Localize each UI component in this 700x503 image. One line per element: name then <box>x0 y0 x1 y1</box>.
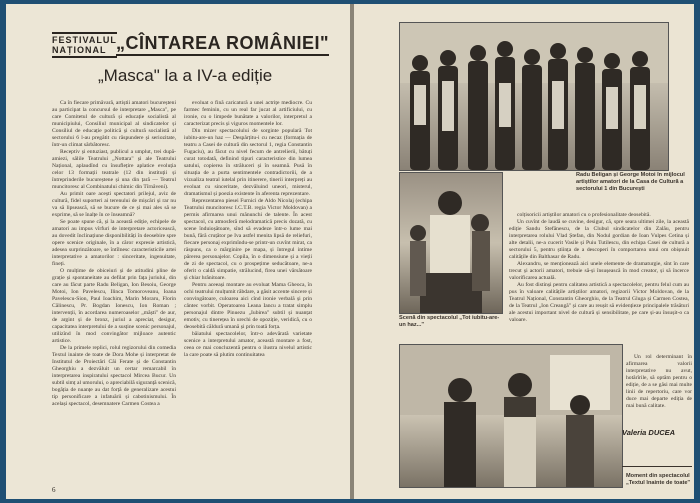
text-column-2 <box>184 100 312 470</box>
paragraph: Din mizer spectacolului de sorginte populară Tot iubitu-are-un haz — Despărțitu-i cu necaz (formația de teatru a Casei de cultură din sectorul 1, regia Constantin Fugaciu), au făcut cu nivel fecum de antrelierii, bătuți curat totodată, definind tipuri caracteristice din lumea satului, copierea în străluceri și în seamnă. Pusă în situația de a purta sentimentele contradictoriii, de a vizualiza teatral iutelal prin itinerere, tinerii interpreți au evoluat cu sinceritate, dezvăluind uneori, misterul, dramatismul și poezia existente în aferenta reprezentare. <box>184 128 312 197</box>
paragraph: evoluat o fină caricatură a unei actrițe mediocre. Cu farmec feminin, cu un real far jucat al artificiului, cu ironie, cu o limpede bunătate a valorilor, interpretul a caracterizat precis și viguros momentele lor. <box>184 100 312 127</box>
paragraph: Pentru aceeași montare au evoluat Mama Gheoca, în ochi teatrului mulțumit răbdare, a găsit accente sincere și convingătoare, culoarea aici cînd ironie verbală și prin cântec vorbit. Operatoarea Leana Iancu a tratat simplu personajul dintre Pinuezu „Iubirea" subtil și nuanțat emotiv, cu tinerețea în urechi de opoziție, veridică, cu o deosebită căldură umană și prin toată forța. <box>184 282 312 330</box>
paragraph: Ca în fiecare primăvară, artiștii amatori bucureșteni au participat la concursul de interpretare „Masca", pe care Comitetul de cultură și educație socialistă al municipiului, Consiliul municipal al sindicatelor și Consiliul de educație politică și cultură socialistă al sectorului 6 l-au pregătit cu răspundere și seriozitate, într-un climat sărbătoresc. <box>52 100 176 148</box>
paragraph: Se poate spune că, și la această ediție, echipele de amatori au impus vîrfuri de interpretare actoricească, au dovedit înclinațiune disponibilități în deosebire spre opere scenice originale, în a căror expresie artistică, adesea surprinzătoare, se întîlnesc caracteristicile artei interpretative a amatorilor : sinceritate, ingenuitate, fineți. <box>52 219 176 267</box>
paragraph: Reprezentarea piesei Furnici de Aldo Nicolaj (echipa Teatrului muncitoresc I.C.T.B. regia Victor Moldovan) a permis afirmarea unui mănunchi de talente. În acest spectacol, cu atmosferă melodramatică precis dozată, cu scene înduioșătoare, sînd să evadeze într-o lume mai bună, fără cruțător pe Iva astfel menita lipsă de reliefuri, fiecare personaj exprimîndu-se printr-un cuvînt mirat, ca răspuns, ca o mărginire pe mapa, și întregul intime părerea personajelor. Copila, în o dimensiune și a vieții de zi de spectacol, cu o prospețime seducătoare, ne-a oferit o caldă simpatie, strălucind, firea unei vărsătoare și chiar hrănitoare. <box>184 198 312 281</box>
paragraph: Au fost distinși pentru calitatea artistică a spectacolelor, pentru felul cum au pus în valoare calitățile artiștilor amatori, regizorii Victor Moldovan, de la Teatrul Național, Constantin Gheorghiu, de la Teatrul Gluga și Carmen Costea, de la Teatrul „Ion Creangă" și care au reușit să evidențieze principalele trăsături ale acestui important nivel de cultură și sensibilitate, pe care și-au însușit-o ca valoare. <box>509 282 689 323</box>
page-number: 6 <box>52 486 56 494</box>
festival-label <box>52 32 117 58</box>
magazine-spread <box>6 4 694 499</box>
scene-photo <box>399 172 503 314</box>
festival-line2: NAȚIONAL <box>52 45 117 58</box>
group-photo-art <box>400 23 668 170</box>
paragraph: Au primit oare acești spectatori prilejul, aviz de cultură, fidel suporteri ai terenului de mișcări și rar nu va să lipsească, să se bucure de ce și mai ales să se exprime, să se înalțe în ce înseamnă? <box>52 191 176 218</box>
festival-brand: „CÎNTAREA ROMÂNIEI" <box>116 32 329 56</box>
group-photo <box>399 22 669 171</box>
article-title: „Masca" la a IV-a ediție <box>98 66 273 85</box>
paragraph: Receptiv și entuziast, publicul a umplut, trei după-amiezi, sălile Teatrului „Nottara" și ale Teatrului Național, aplaudînd cu însuflețire aplatice evoluția celor 13 formații teatrale (12 din instituții și întreprinderile bucureștene și una din țară — Teatrul muncitoresc al Combinatului chimic din Tîrnăveni). <box>52 149 176 190</box>
photo-caption-middle: Scenă din spectacolul „Tot iubitu-are-un haz..." <box>399 315 500 328</box>
author-signature: Valeria DUCEA <box>622 428 676 437</box>
paragraph: De la primele replici, rolul regizorului din comedia Textul inainte de toate de Dora Mohe și interpretat de Institutul de Proiectări Căi Ferate și de Constantin Gheorghiu a dezvăluit un certar remarcabil în interpretarea inspiratului spectacol Mircea Bucur. Un subtil simț al umorului, o apreciabilă siguranță scenică, bogăția de nuanțe au dat forță de generalizare acestui tip personificare a infatuării și cabotinismului. În același spectacol, desemnatere Carmen Costea a <box>52 345 176 407</box>
paragraph: Un cuvînt de laudă se cuvine, desigur, că, spre seara ultimei zile, la această ediție Sandu Stefănescu, de la Clubul sindicatelor din Zalău, pentru interpretarea rolului Vlad Ștefan, din Nodul gordian de Ioan Vulpes Cetina și alte detalii, ne-a cucerit Vasile și Puiu Tutilescu, din echipa Casei de cultură a sectorului 5, pentru știința de a descoperi în comportarea unui om obișnuit calitățile din Balthasar de Radu. <box>509 219 689 260</box>
stage-photo <box>399 344 623 488</box>
paragraph: O mulțime de obiceiuri și de atitudini pline de grație și spontaneitate au defilat prin fața juriului, din care au făcut parte Radu Beligan, Ion Besoiu, George Motoi, Ion Pavelescu, Ilinca Tomoroveanu, Ioana Pavelescu-Sion, Paul Ioachim, Marin Moraru, Florin Călinescu, Pr. Bogdan Ionescu, Ion Roman ; intervenții, în acordarea numeroaselor „măști" de aur, de argint și de bronz, juriul a apreciat, desigur, capacitatea interpretului de a susține scenic personajul, utilizînd în mod convingător mijloace autentic artistice. <box>52 268 176 344</box>
text-column-1 <box>52 100 176 470</box>
paragraph: Un rol determinant în afirmarea valorii interpretative nu avut, hotărîrile, să optăm pentru o ediție, de a se găsi mai multe linii de repertoriu, care vor duce mai departe ediția de mai bună calitate. <box>626 354 692 409</box>
festival-line1: FESTIVALUL <box>52 32 117 45</box>
stage-photo-art <box>400 345 622 487</box>
left-page <box>6 4 350 499</box>
photo-caption-bottom: Moment din spectacolul „Textul înainte de toate" <box>626 473 691 486</box>
paragraph: Alexandru, se menționează aici unele elemente de dramaturgie, sînt în care trecut și actorii amatori, trebuie să-și însușească în mod creator, și să încerce valorificarea actuală. <box>509 261 689 281</box>
caption-divider <box>622 466 692 467</box>
right-page <box>354 4 694 499</box>
scene-photo-art <box>400 173 502 313</box>
paragraph: colțisoricii artiștilor amatori cu o profesionalitate deosebită. <box>517 212 651 218</box>
paragraph: băiatului spectacolelor, într-o adevărată varietate scenice a interpretului amator, această montare a fost, ceea ce mai concluzentă pentru o ilustra nivelul artistic la care poate să plutim continuitatea <box>184 331 312 358</box>
photo-caption-top: Radu Beligan și George Motoi în mijlocul artiștilor amatori de la Casa de Cultură a sectorului 1 din București <box>576 172 685 192</box>
right-text-column-2 <box>626 354 692 422</box>
